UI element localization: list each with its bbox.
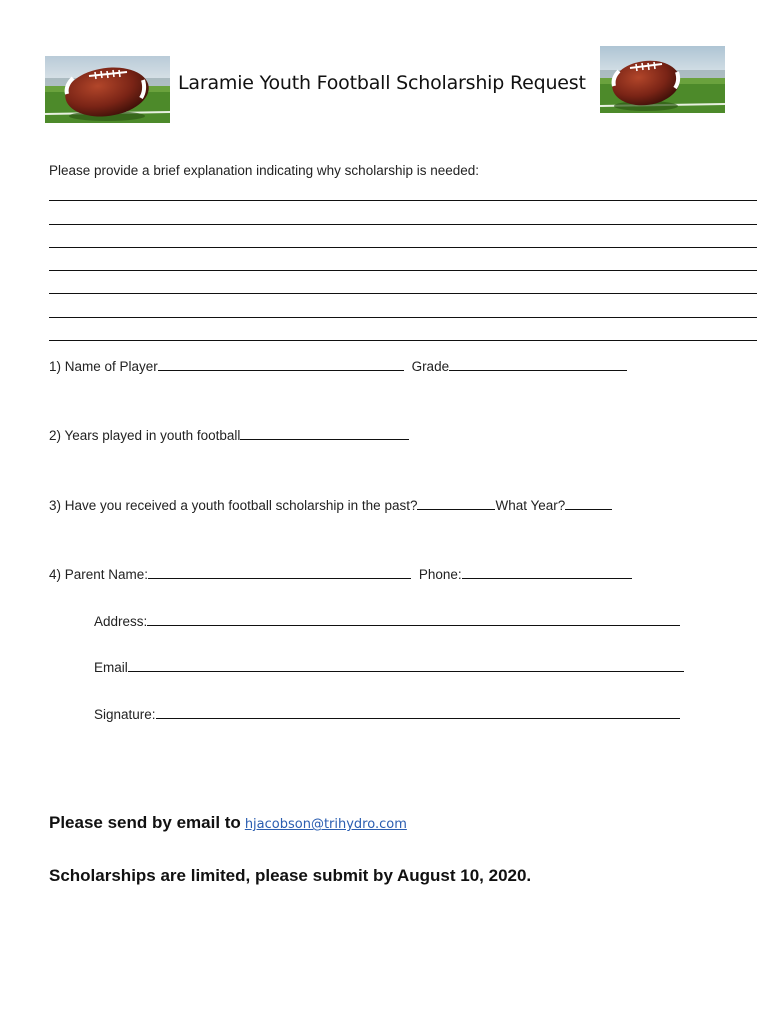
past-scholarship-label: 3) Have you received a youth football scholarship in the past? <box>49 498 418 513</box>
address-label: Address: <box>94 614 148 629</box>
football-image-left <box>45 56 170 123</box>
explanation-line-3[interactable] <box>49 247 757 248</box>
grade-field[interactable] <box>449 357 627 371</box>
question-3-row <box>49 496 612 513</box>
parent-name-label: 4) Parent Name: <box>49 567 149 582</box>
years-played-field[interactable] <box>240 426 409 440</box>
explanation-line-6[interactable] <box>49 317 757 318</box>
email-link[interactable]: hjacobson@trihydro.com <box>244 817 407 832</box>
address-field[interactable] <box>147 612 680 626</box>
form-title: Laramie Youth Football Scholarship Request <box>178 72 586 94</box>
email-label: Email <box>94 660 128 675</box>
deadline-notice: Scholarships are limited, please submit by August 10, 2020. <box>49 866 532 885</box>
football-image-right <box>600 46 725 113</box>
signature-field[interactable] <box>156 705 680 719</box>
email-row <box>94 658 684 675</box>
explanation-prompt: Please provide a brief explanation indicating why scholarship is needed: <box>49 163 480 178</box>
what-year-field[interactable] <box>565 496 612 510</box>
email-field[interactable] <box>128 658 684 672</box>
phone-field[interactable] <box>462 565 632 579</box>
explanation-line-2[interactable] <box>49 224 757 225</box>
explanation-line-1[interactable] <box>49 200 757 201</box>
signature-label: Signature: <box>94 707 156 722</box>
grade-label: Grade <box>411 359 450 374</box>
player-name-label: 1) Name of Player <box>49 359 158 374</box>
past-scholarship-field[interactable] <box>417 496 495 510</box>
question-4-row <box>49 565 632 582</box>
phone-label: Phone: <box>418 567 462 582</box>
explanation-line-5[interactable] <box>49 293 757 294</box>
explanation-line-7[interactable] <box>49 340 757 341</box>
player-name-field[interactable] <box>158 357 404 371</box>
signature-row <box>94 705 680 722</box>
question-2-row <box>49 426 409 443</box>
question-1-row <box>49 357 627 374</box>
explanation-line-4[interactable] <box>49 270 757 271</box>
address-row <box>94 612 680 629</box>
parent-name-field[interactable] <box>148 565 411 579</box>
send-instructions <box>49 813 407 833</box>
send-text: Please send by email to <box>49 813 241 832</box>
years-played-label: 2) Years played in youth football <box>49 428 241 443</box>
what-year-label: What Year? <box>495 498 566 513</box>
